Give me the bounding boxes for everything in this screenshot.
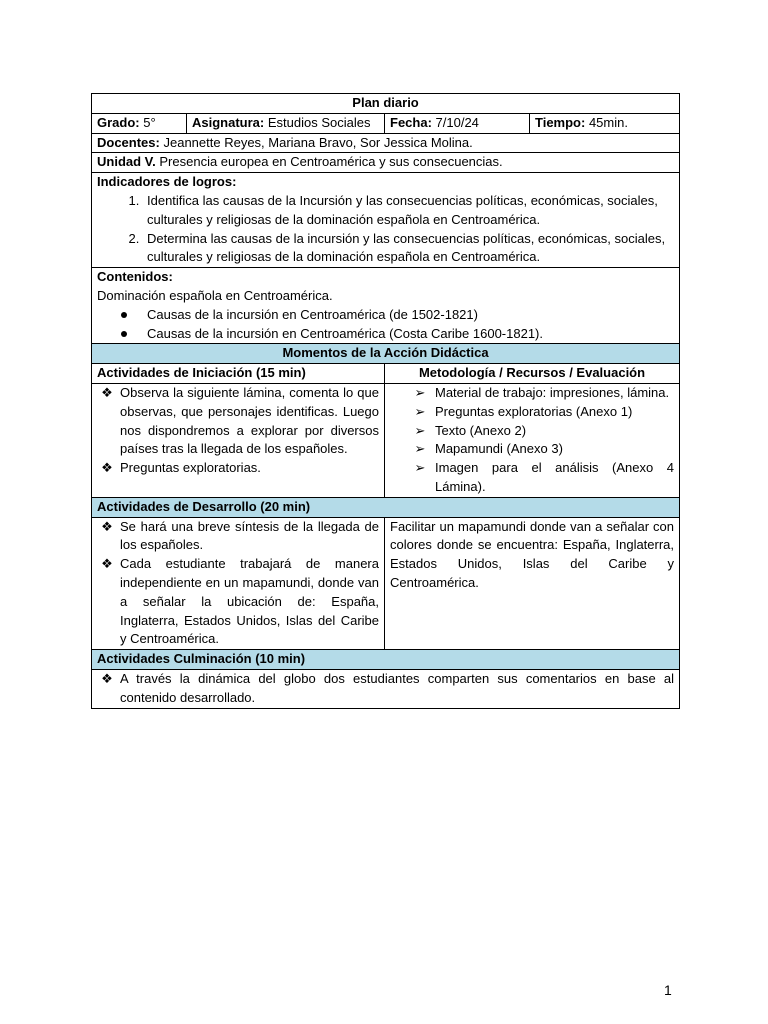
fecha-label: Fecha: [390,114,432,130]
page-title: Plan diario [92,94,680,114]
desarrollo-list [97,518,379,650]
indicador-item: 2. Determina las causas de la incursión y las consecuencias políticas, económicas, sociales, culturales y religiosas de la dominación española en Centroamérica. [143,230,674,268]
metodologia-header: Metodología / Recursos / Evaluación [385,364,680,384]
iniciacion-recursos [385,383,680,497]
grado-cell [92,113,187,133]
unidad-cell [92,153,680,173]
list-item: ❖ Se hará una breve síntesis de la llegada de los españoles. [99,518,379,556]
diamond-bullet-icon: ❖ [101,556,113,572]
list-item: ❖ Preguntas exploratorias. [99,459,379,478]
desarrollo-header: Actividades de Desarrollo (20 min) [92,497,680,517]
list-item: ❖ Cada estudiante trabajará de manera independiente en un mapamundi, donde van a señalar la ubicación de: España, Inglaterra, Estados Unidos, Islas del Caribe y Centroamérica. [99,555,379,649]
unidad-value: Presencia europea en Centroamérica y sus consecuencias. [159,154,503,170]
list-item: ➢ Texto (Anexo 2) [412,422,674,441]
diamond-bullet-icon: ❖ [101,384,113,400]
docentes-cell [92,133,680,153]
arrow-bullet-icon: ➢ [414,384,426,400]
list-item: ➢ Mapamundi (Anexo 3) [412,440,674,459]
list-item: ➢ Material de trabajo: impresiones, lámina. [412,384,674,403]
contenido-item: Causas de la incursión en Centroamérica (Costa Caribe 1600-1821). [119,325,674,344]
tiempo-label: Tiempo: [535,114,586,130]
list-item: ➢ Preguntas exploratorias (Anexo 1) [412,403,674,422]
header-info-row [92,113,680,133]
arrow-bullet-icon: ➢ [414,403,426,419]
fecha-cell [385,113,530,133]
docentes-label: Docentes: [97,134,160,150]
culminacion-list [97,670,674,708]
desarrollo-metodologia: Facilitar un mapamundi donde van a señalar con colores donde se encuentra: España, Inglaterra, Estados Unidos, Islas del Caribe y Centroamérica. [385,517,680,650]
recursos-list [390,384,674,497]
list-item: ❖ Observa la siguiente lámina, comenta lo que observas, que personajes identificas. Luego nos dispondremos a explorar por diversos países tras la llegada de los españoles. [99,384,379,459]
asignatura-label: Asignatura: [192,114,265,130]
list-item: ➢ Imagen para el análisis (Anexo 4 Lámina). [412,459,674,497]
asignatura-cell [187,113,385,133]
culminacion-activities [92,669,680,708]
grado-value: 5° [143,114,156,130]
arrow-bullet-icon: ➢ [414,441,426,457]
momentos-header: Momentos de la Acción Didáctica [92,344,680,364]
indicadores-cell [92,173,680,268]
indicador-item: 1. Identifica las causas de la Incursión y las consecuencias políticas, económicas, sociales, culturales y religiosas de la dominación española en Centroamérica. [143,192,674,230]
iniciacion-list [97,384,379,478]
grado-label: Grado: [97,114,140,130]
culminacion-header: Actividades Culminación (10 min) [92,650,680,670]
arrow-bullet-icon: ➢ [414,460,426,476]
diamond-bullet-icon: ❖ [101,518,113,534]
contenidos-cell [92,268,680,344]
contenidos-intro: Dominación española en Centroamérica. [97,287,333,303]
fecha-value: 7/10/24 [435,114,479,130]
indicadores-label: Indicadores de logros: [97,174,237,190]
docentes-value: Jeannette Reyes, Mariana Bravo, Sor Jessica Molina. [163,134,473,150]
list-item: ❖ A través la dinámica del globo dos estudiantes comparten sus comentarios en base al contenido desarrollado. [99,670,674,708]
asignatura-value: Estudios Sociales [267,114,371,130]
diamond-bullet-icon: ❖ [101,460,113,476]
indicadores-list [97,192,674,267]
plan-diario-table [91,93,680,709]
iniciacion-header: Actividades de Iniciación (15 min) [92,364,385,384]
tiempo-value: 45min. [588,114,628,130]
contenidos-list [97,306,674,344]
tiempo-cell [530,113,680,133]
contenidos-label: Contenidos: [97,269,173,285]
arrow-bullet-icon: ➢ [414,422,426,438]
iniciacion-activities [92,383,385,497]
unidad-label: Unidad V. [97,154,156,170]
contenido-item: Causas de la incursión en Centroamérica (de 1502-1821) [119,306,674,325]
diamond-bullet-icon: ❖ [101,670,113,686]
desarrollo-activities [92,517,385,650]
page-number: 1 [664,982,672,998]
